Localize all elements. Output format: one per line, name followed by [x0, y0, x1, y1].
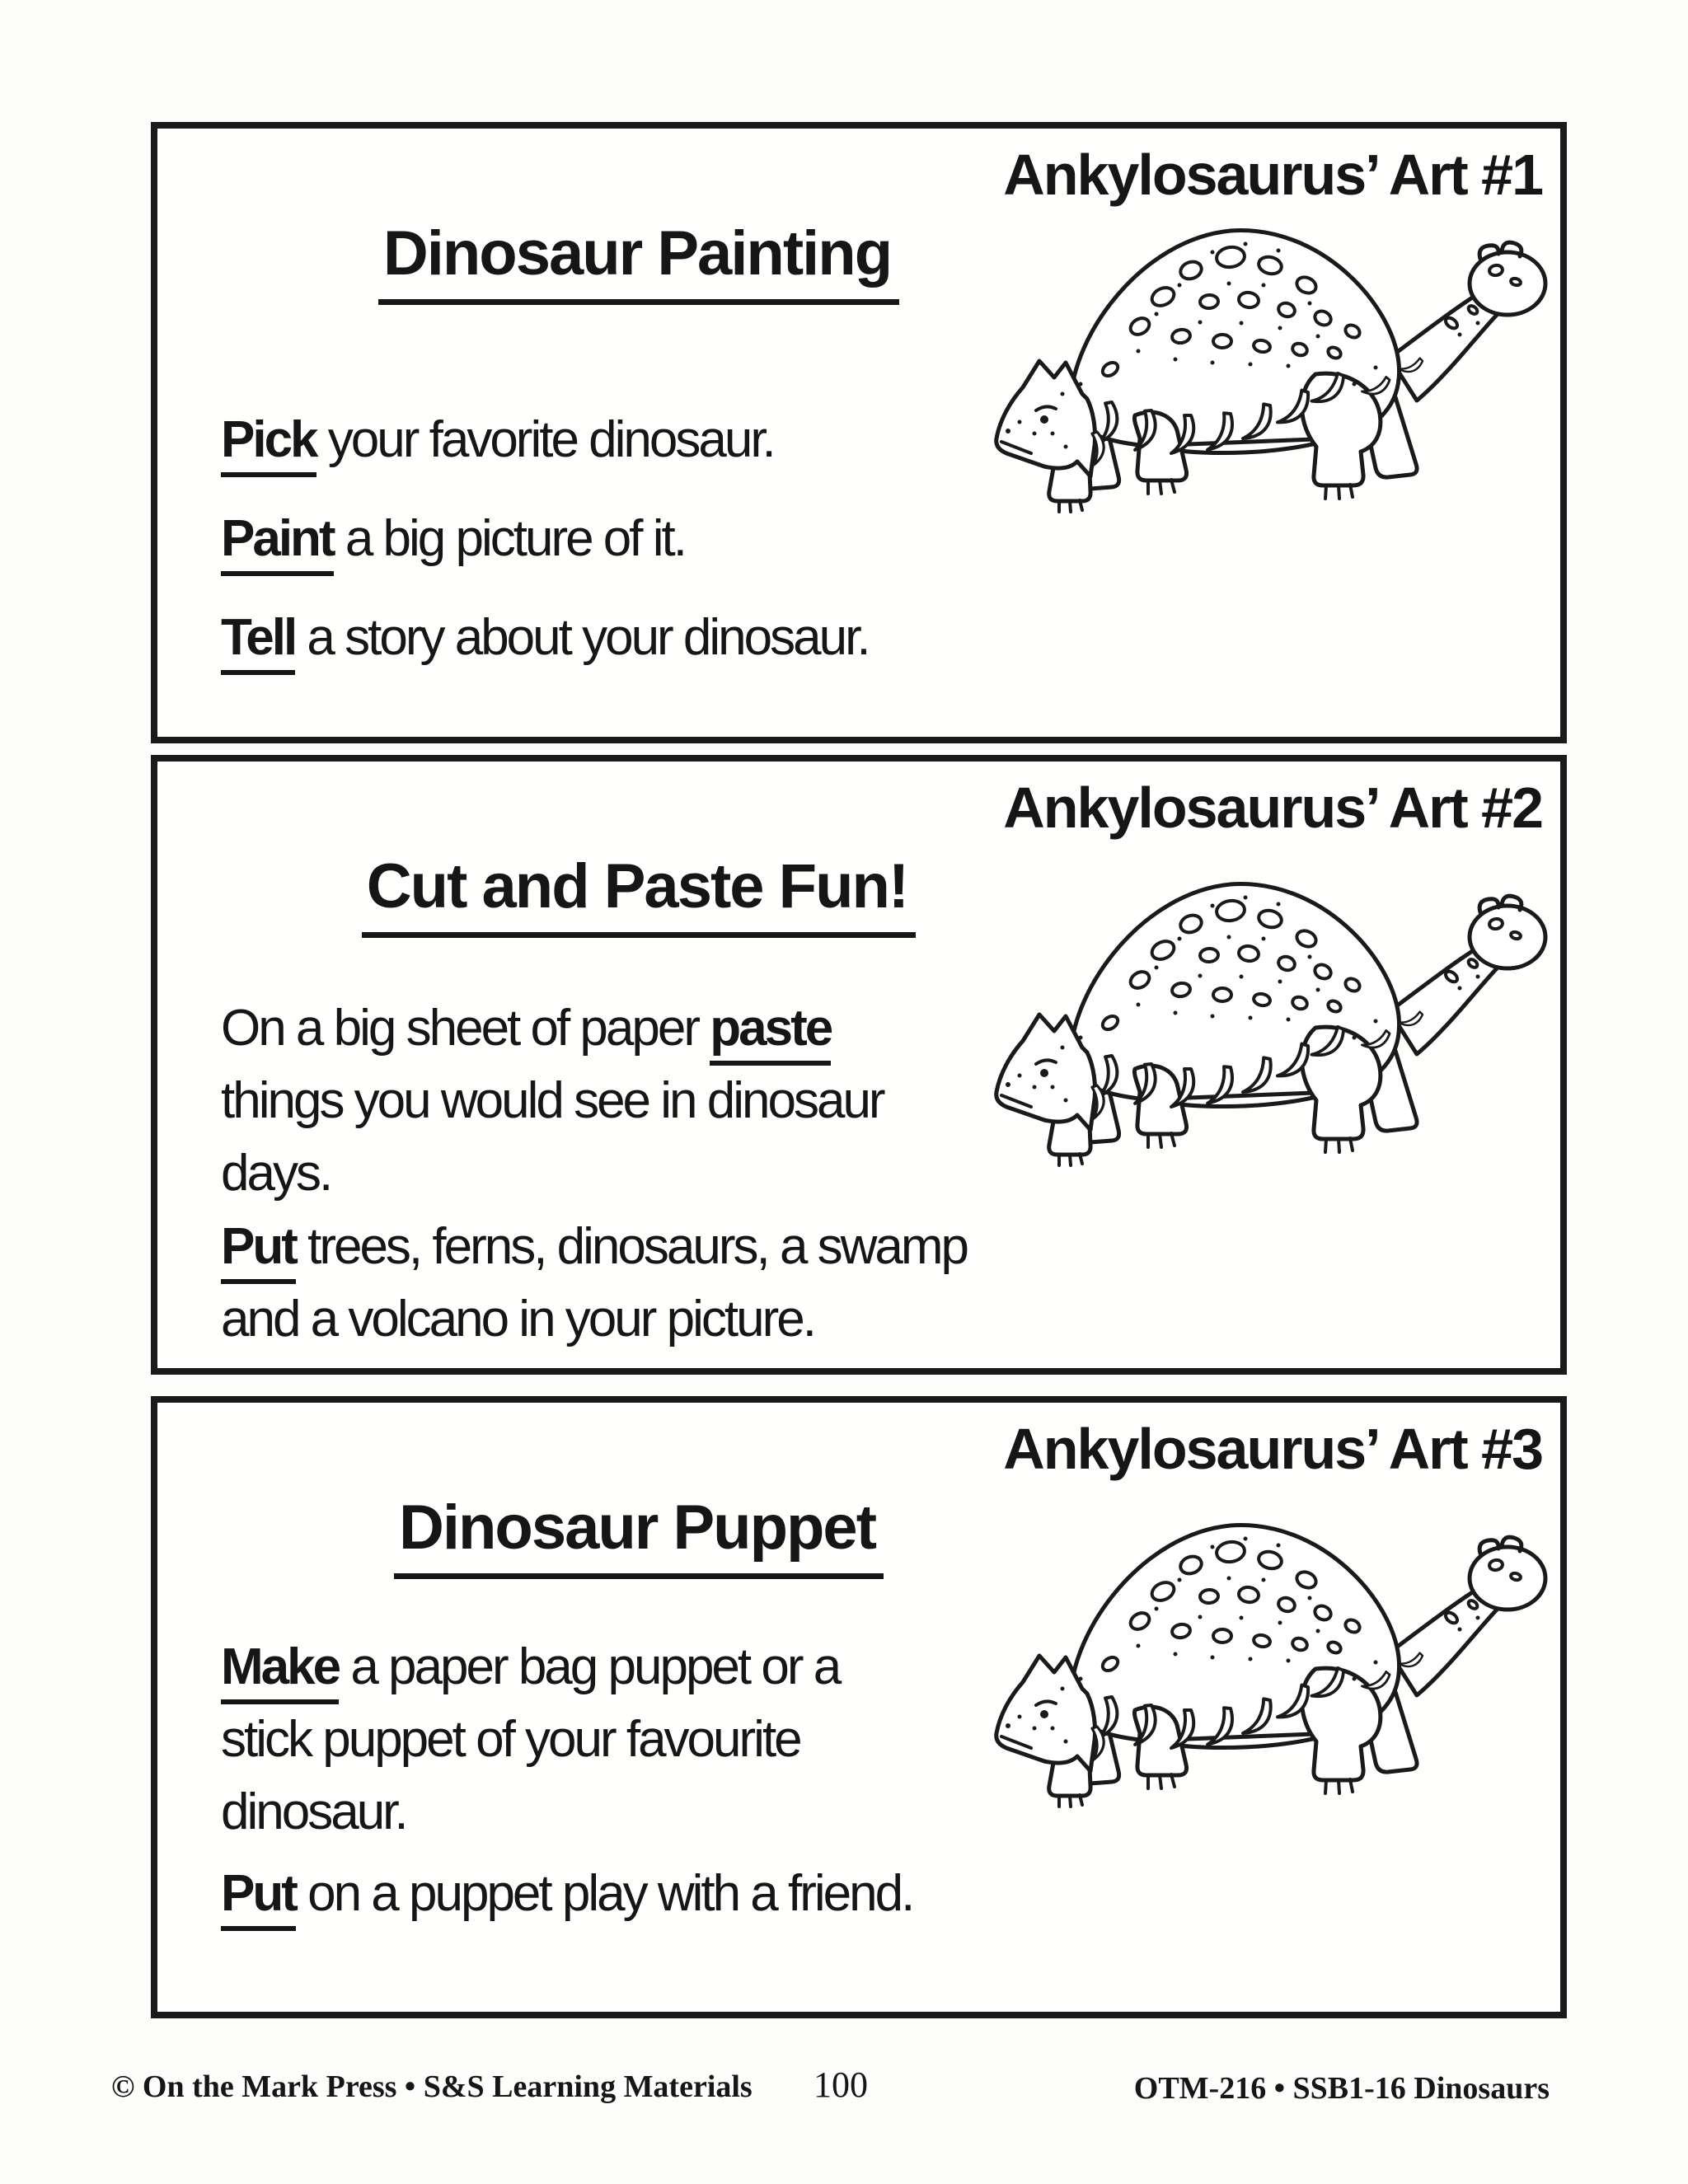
card-2-p1-line-2: things you would see in dinosaur	[221, 1072, 884, 1129]
ankylosaurus-illustration	[973, 1481, 1559, 1811]
card-2-p1-keyword: paste	[710, 1000, 831, 1066]
card-2-p1-line-3: days.	[221, 1145, 331, 1202]
card-1-line-2-keyword: Paint	[221, 510, 334, 576]
card-3-p1-line-2: stick puppet of your favourite	[221, 1711, 800, 1768]
card-1-line-3	[221, 609, 869, 666]
card-2-p1-line-1-text: On a big sheet of paper	[221, 1000, 710, 1057]
card-3-header: Ankylosaurus’ Art #3	[1003, 1417, 1542, 1481]
card-3-p1-keyword: Make	[221, 1638, 339, 1704]
card-3-p2-keyword: Put	[221, 1865, 296, 1931]
card-1-title-text: Dinosaur Painting	[378, 218, 899, 305]
card-2-p1-line-1	[221, 992, 884, 1065]
card-3-title-text: Dinosaur Puppet	[394, 1492, 884, 1579]
card-1-header: Ankylosaurus’ Art #1	[1003, 143, 1542, 207]
card-3-p1-line-1-text: a paper bag puppet or a	[339, 1638, 840, 1695]
card-2-p2-line-2: and a volcano in your picture.	[221, 1291, 814, 1347]
card-3-title	[227, 1492, 1051, 1579]
card-3-paragraph-2	[221, 1858, 912, 1930]
card-2-p2-line-1	[221, 1211, 967, 1283]
card-3-p1-line-3: dinosaur.	[221, 1783, 406, 1840]
activity-card-3	[151, 1396, 1567, 2018]
card-2-title	[227, 851, 1051, 938]
card-1-line-3-text: a story about your dinosaur.	[295, 609, 869, 666]
footer-product-code: OTM-216 • SSB1-16 Dinosaurs	[1133, 2071, 1550, 2106]
card-2-p2-keyword: Put	[221, 1218, 296, 1284]
card-1-line-1-text: your favorite dinosaur.	[316, 411, 774, 468]
footer-page-number: 100	[814, 2064, 868, 2105]
card-1-line-1	[221, 411, 774, 468]
card-1-line-2-text: a big picture of it.	[333, 510, 685, 567]
card-1-line-2	[221, 510, 685, 567]
card-3-p2-line-1	[221, 1858, 912, 1930]
footer-publisher: © On the Mark Press • S&S Learning Materials	[111, 2069, 753, 2104]
card-3-p2-line-1-text: on a puppet play with a friend.	[295, 1865, 913, 1922]
card-1-line-3-keyword: Tell	[221, 609, 295, 675]
ankylosaurus-illustration	[973, 840, 1559, 1169]
ankylosaurus-illustration	[973, 186, 1559, 516]
card-2-p2-line-1-text: trees, ferns, dinosaurs, a swamp	[295, 1218, 968, 1275]
card-2-paragraph-1	[221, 992, 884, 1210]
card-3-p1-line-1	[221, 1631, 839, 1704]
card-3-paragraph-1	[221, 1631, 839, 1849]
activity-card-2	[151, 755, 1567, 1375]
card-2-header: Ankylosaurus’ Art #2	[1003, 776, 1542, 840]
card-2-paragraph-2	[221, 1211, 967, 1356]
activity-card-1	[151, 122, 1567, 743]
card-1-title	[227, 218, 1051, 305]
page-footer	[0, 2057, 1688, 2139]
card-1-line-1-keyword: Pick	[221, 411, 316, 477]
card-2-title-text: Cut and Paste Fun!	[362, 851, 916, 938]
